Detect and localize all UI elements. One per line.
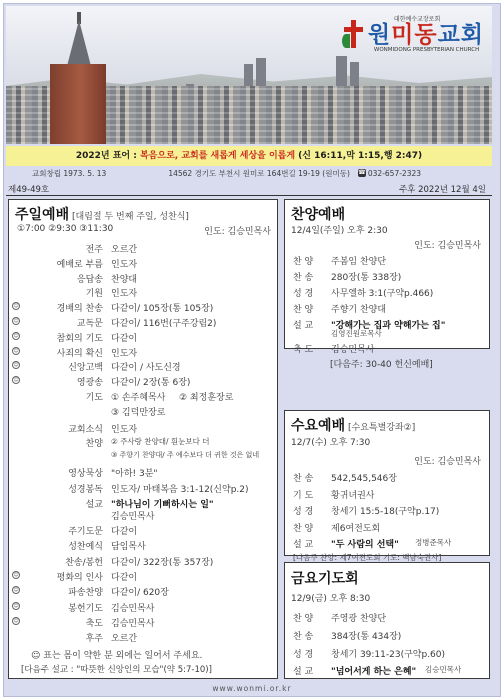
row-label: 성 경	[293, 507, 314, 517]
founded-date: 교회창립 1973. 5. 13	[32, 168, 107, 178]
standing-icon: ☺	[13, 587, 19, 594]
row-label: 예배로 부름	[56, 259, 103, 270]
header-photo	[6, 6, 492, 144]
row-value: 담임목사	[111, 542, 146, 553]
issue-bar	[6, 181, 492, 196]
church-logo	[342, 14, 484, 53]
friday-time: 12/9(금) 오후 8:30	[291, 594, 371, 604]
church-info	[6, 166, 492, 180]
row-label: 축도	[85, 618, 103, 629]
praise-worship-box: 찬양예배 12/4일(주일) 오후 2:30 인도: 김승민목사 찬 양 주봄임 찬양단 찬 송 280장(통 338장) 성 경 사무엘하 3:1(구약p.466) 찬 양 주향기 찬양대 설 교 "강해가는 집과 약해가는 집" 김영진원로목사 축 도 김승민목사	[284, 199, 490, 349]
row-value: 인도자	[111, 259, 138, 270]
row-value: 다같이	[111, 572, 138, 583]
row-label: 찬 양	[293, 305, 314, 315]
row-label: 기 도	[293, 490, 314, 501]
cross-logo-icon	[342, 20, 364, 48]
wednesday-next: [다음주 찬양: 제7여전도회 기도: 백남숙권사]	[293, 553, 442, 562]
issue-date: 주후 2022년 12월 4일	[398, 184, 486, 195]
row-label: 찬 양	[293, 523, 314, 534]
row-label: 찬 송	[293, 273, 314, 283]
row-value: 사무엘하 3:1(구약p.466)	[331, 289, 434, 299]
row-value: 제6여전도회	[331, 523, 381, 534]
divider	[6, 195, 492, 196]
row-value: 다같이/ 105장(통 105장)	[111, 304, 214, 315]
row-label: 찬 양	[293, 614, 314, 624]
row-value: 김승민목사	[111, 618, 155, 629]
phone-icon: ☎	[358, 169, 366, 176]
row-label: 후주	[85, 634, 103, 645]
row-value: 창세기 15:5-18(구약p.17)	[331, 507, 440, 517]
denomination-label: 대한예수교장로회	[393, 16, 441, 23]
row-value: 김승민목사	[111, 603, 155, 614]
row-value: 384장(통 434장)	[331, 632, 402, 642]
standing-note: ☺ 표는 몸이 약한 분 외에는 일어서 주세요.	[31, 651, 203, 661]
church-english-name: WONMIDONG PRESBYTERIAN CHURCH	[373, 47, 480, 53]
row-label: 성찬예식	[68, 542, 103, 553]
row-label: 찬송/봉헌	[65, 557, 103, 568]
row-label: 찬 송	[293, 474, 314, 484]
standing-icon: ☺	[13, 571, 19, 578]
church-name: 원미동교회	[367, 22, 484, 48]
praise-title: 찬양예배	[291, 207, 346, 223]
row-value: 황귀녀권사	[331, 490, 375, 501]
church-address: 14562 경기도 부천시 원미로 164번길 19-19 (원미동)	[168, 168, 350, 178]
standing-icon: ☺	[13, 617, 19, 624]
row-label: 주기도문	[68, 527, 103, 537]
wednesday-time: 12/7(수) 오후 7:30	[291, 438, 371, 448]
standing-icon: ☺	[13, 318, 19, 324]
row-value: 다같이/ 116번(구주강림2)	[111, 319, 217, 329]
row-value: 다같이 / 사도신경	[111, 363, 181, 374]
row-label: 사죄의 확신	[56, 348, 103, 359]
standing-icon: ☺	[13, 362, 19, 369]
row-label: 성 경	[293, 289, 314, 299]
phone-number: ☎ 032-657-2323	[358, 168, 422, 178]
church-spire	[66, 20, 92, 70]
standing-icon: ☺	[13, 332, 19, 339]
row-value: 인도자	[111, 289, 138, 300]
sunday-worship-box: 주일예배 [대림절 두 번째 주일, 성찬식] ①7:00 ②9:30 ③11:30 인도: 김승민목사 전주 오르간 예배로 부름 인도자 응답송 찬양대 기원 인도자 ☺ 경배의 찬송 다같이/ 105장(통 105장) ☺ 교독문 다같이/ 116번(구주강림2) ☺ 참회의 기도 다같이 ☺ 사죄의 확신 인도자 ☺ 신앙고백 다같이 / 사도신경 ☺ 영광송 다같이/ 2장(통 6장) 기도 ① 손주혜목사 ② 최정훈장로 ③ 김덕만장로 교회소식 인도자 찬양 ② 주사랑 찬양대/ 흰눈보다 더 ③ 주향기 찬양대/ 주 예수보다 더 귀한 것은 없네 영상묵상 "아하! 3분" 성경봉독 인도자/ 마태복음 3:1-12(신약p.2) 설교 "하나님이 기뻐하시는 일" 김승민목사 주기도문 다같이 성찬예식 담임목사 찬송/봉헌 다같이/ 322장(통 357장) ☺ 평화의 인사 다같이 ☺ 파송찬양 다같이/ 620장 ☺ 봉헌기도 김승민목사 ☺ 축도 김승민목사 후주 오르간 ☺ 표는 몸이 약한 분 외에는 일어서 주세요. [다음주 설교 : "따뜻한 신앙인의 모습"(약 5:7-10)]	[8, 199, 278, 679]
annual-motto: 2022년 표어 : 복음으로, 교회를 새롭게 세상을 이롭게 (신 16:11,막 1:15,행 2:47)	[6, 146, 492, 166]
row-value: 주봄임 찬양단	[331, 257, 387, 267]
row-value: 주향기 찬양대	[331, 305, 387, 315]
row-label: 경배의 찬송	[56, 304, 103, 315]
service-times: ①7:00 ②9:30 ③11:30	[17, 224, 114, 234]
standing-icon: ☺	[13, 347, 19, 354]
row-value: 다같이/ 620장	[111, 588, 169, 599]
row-value: 280장(통 338장)	[331, 273, 402, 283]
website-url: www.wonmi.or.kr	[212, 684, 292, 693]
wednesday-worship-box: 수요예배 [수요특별강좌②] 12/7(수) 오후 7:30 인도: 김승민목사 찬 송 542,545,546장 기 도 황귀녀권사 성 경 창세기 15:5-18(구약p.17) 찬 양 제6여전도회 설 교 "두 사람의 선택" 정병준목사 [다음주 찬양: 제7여전도회 기도: 백남숙권사]	[284, 410, 490, 556]
wednesday-subtitle: [수요특별강좌②]	[347, 423, 416, 433]
row-value: 창세기 39:11-23(구약p.60)	[331, 650, 446, 660]
wednesday-preacher: 인도: 김승민목사	[414, 457, 481, 467]
row-value: 다같이/ 2장(통 6장)	[111, 378, 191, 389]
row-value: 다같이	[111, 333, 138, 344]
sunday-title: 주일예배	[15, 207, 70, 223]
row-label: 전주	[85, 245, 103, 255]
row-label: 파송찬양	[68, 588, 103, 599]
row-label: 참회의 기도	[56, 333, 103, 344]
row-value: 인도자	[111, 348, 138, 359]
row-value: 찬양대	[111, 274, 138, 285]
row-label: 기원	[85, 289, 103, 300]
standing-icon: ☺	[13, 377, 19, 384]
next-sermon: [다음주 설교 : "따뜻한 신앙인의 모습"(약 5:7-10)]	[21, 665, 212, 675]
row-label: 성 경	[293, 650, 314, 660]
row-label: 영광송	[76, 378, 103, 389]
row-label: 신앙고백	[68, 363, 103, 374]
praise-next: [다음주: 30-40 헌신예배]	[330, 360, 433, 370]
row-label: 평화의 인사	[56, 572, 103, 583]
row-value: 오르간	[111, 245, 138, 255]
row-label: 찬 양	[293, 257, 314, 267]
wednesday-title: 수요예배	[291, 418, 346, 434]
praise-time: 12/4일(주일) 오후 2:30	[291, 226, 388, 236]
praise-preacher: 인도: 김승민목사	[414, 241, 481, 251]
church-building	[50, 64, 106, 144]
row-value: 다같이	[111, 527, 138, 537]
sunday-subtitle: [대림절 두 번째 주일, 성찬식]	[71, 212, 189, 222]
standing-icon: ☺	[13, 602, 19, 609]
friday-prayer-box: 금요기도회 12/9(금) 오후 8:30 찬 양 주영광 찬양단 찬 송 384장(통 434장) 성 경 창세기 39:11-23(구약p.60) 설 교 "넘어서게 하는 은혜" 김승민목사	[284, 562, 490, 679]
row-value: 오르간	[111, 634, 138, 645]
row-label: 봉헌기도	[68, 603, 103, 614]
row-label: 교독문	[76, 319, 103, 329]
standing-icon: ☺	[13, 303, 19, 310]
row-value: 542,545,546장	[331, 474, 397, 484]
friday-title: 금요기도회	[291, 571, 359, 587]
row-value: 다같이/ 322장(통 357장)	[111, 557, 214, 568]
row-value: 주영광 찬양단	[331, 614, 387, 624]
issue-number: 제49-49호	[8, 184, 50, 195]
row-label: 찬 송	[293, 632, 314, 642]
row-label: 응답송	[76, 274, 103, 285]
sunday-preacher: 인도: 김승민목사	[204, 227, 271, 237]
